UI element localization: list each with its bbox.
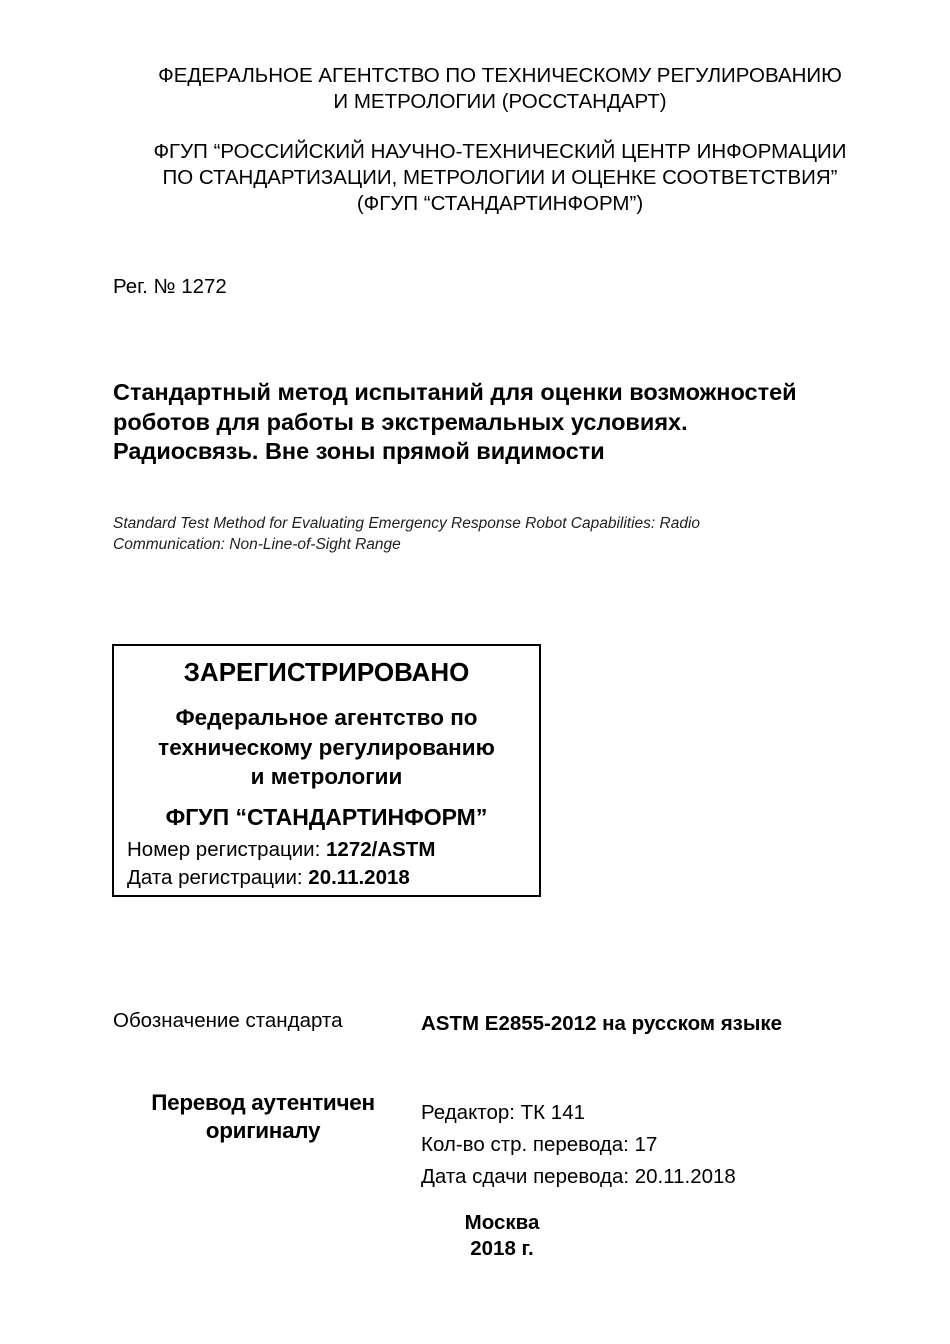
stamp-reg-number-label: Номер регистрации: xyxy=(127,838,327,861)
organization-header xyxy=(60,139,940,217)
stamp-reg-number-value: 1272/ASTM xyxy=(326,838,436,861)
stamp-agency-line: Федеральное агентство по xyxy=(175,705,478,730)
agency-line: И МЕТРОЛОГИИ (РОССТАНДАРТ) xyxy=(333,90,667,113)
stamp-organization: ФГУП “СТАНДАРТИНФОРМ” xyxy=(165,804,488,830)
stamp-agency xyxy=(114,703,539,792)
stamp-agency-line: техническому регулированию xyxy=(158,734,495,760)
title-line: Радиосвязь. Вне зоны прямой видимости xyxy=(113,438,605,464)
authentic-translation-note xyxy=(128,1089,398,1145)
city: Москва xyxy=(464,1211,540,1234)
title-line: Standard Test Method for Evaluating Emergency Response Robot Capabilities: Radio xyxy=(113,515,701,532)
registration-stamp xyxy=(112,644,541,897)
agency-header xyxy=(60,63,940,115)
designation-label: Обозначение стандарта xyxy=(113,1009,343,1032)
title-line: Стандартный метод испытаний для оценки возможностей xyxy=(113,379,797,405)
page-count-line: Кол-во стр. перевода: 17 xyxy=(421,1133,658,1156)
organization-line: ПО СТАНДАРТИЗАЦИИ, МЕТРОЛОГИИ И ОЦЕНКЕ СООТВЕТСТВИЯ” xyxy=(162,166,838,189)
document-title-english xyxy=(113,514,700,555)
stamp-agency-line: и метрологии xyxy=(250,764,403,789)
submission-date-line: Дата сдачи перевода: 20.11.2018 xyxy=(421,1165,736,1188)
publication-place xyxy=(402,1210,602,1262)
stamp-reg-date-label: Дата регистрации: xyxy=(127,866,309,889)
year: 2018 г. xyxy=(470,1237,534,1260)
editor-line: Редактор: ТК 141 xyxy=(421,1101,585,1124)
stamp-heading: ЗАРЕГИСТРИРОВАНО xyxy=(183,657,470,687)
document-title-russian xyxy=(113,378,797,467)
stamp-reg-date xyxy=(127,865,410,891)
organization-line: ФГУП “РОССИЙСКИЙ НАУЧНО-ТЕХНИЧЕСКИЙ ЦЕНТР ИНФОРМАЦИИ xyxy=(153,140,847,163)
title-line: Communication: Non-Line-of-Sight Range xyxy=(113,535,401,553)
stamp-reg-number xyxy=(127,837,435,863)
registration-number: Рег. № 1272 xyxy=(113,275,227,298)
designation-value: ASTM E2855-2012 на русском языке xyxy=(421,1012,783,1035)
translation-details xyxy=(421,1097,736,1193)
organization-line: (ФГУП “СТАНДАРТИНФОРМ”) xyxy=(356,192,644,215)
stamp-reg-date-value: 20.11.2018 xyxy=(308,866,410,889)
authentic-line: оригиналу xyxy=(205,1118,321,1143)
title-line: роботов для работы в экстремальных условиях. xyxy=(113,408,688,435)
agency-line: ФЕДЕРАЛЬНОЕ АГЕНТСТВО ПО ТЕХНИЧЕСКОМУ РЕГУЛИРОВАНИЮ xyxy=(158,64,842,87)
authentic-line: Перевод аутентичен xyxy=(151,1090,375,1115)
